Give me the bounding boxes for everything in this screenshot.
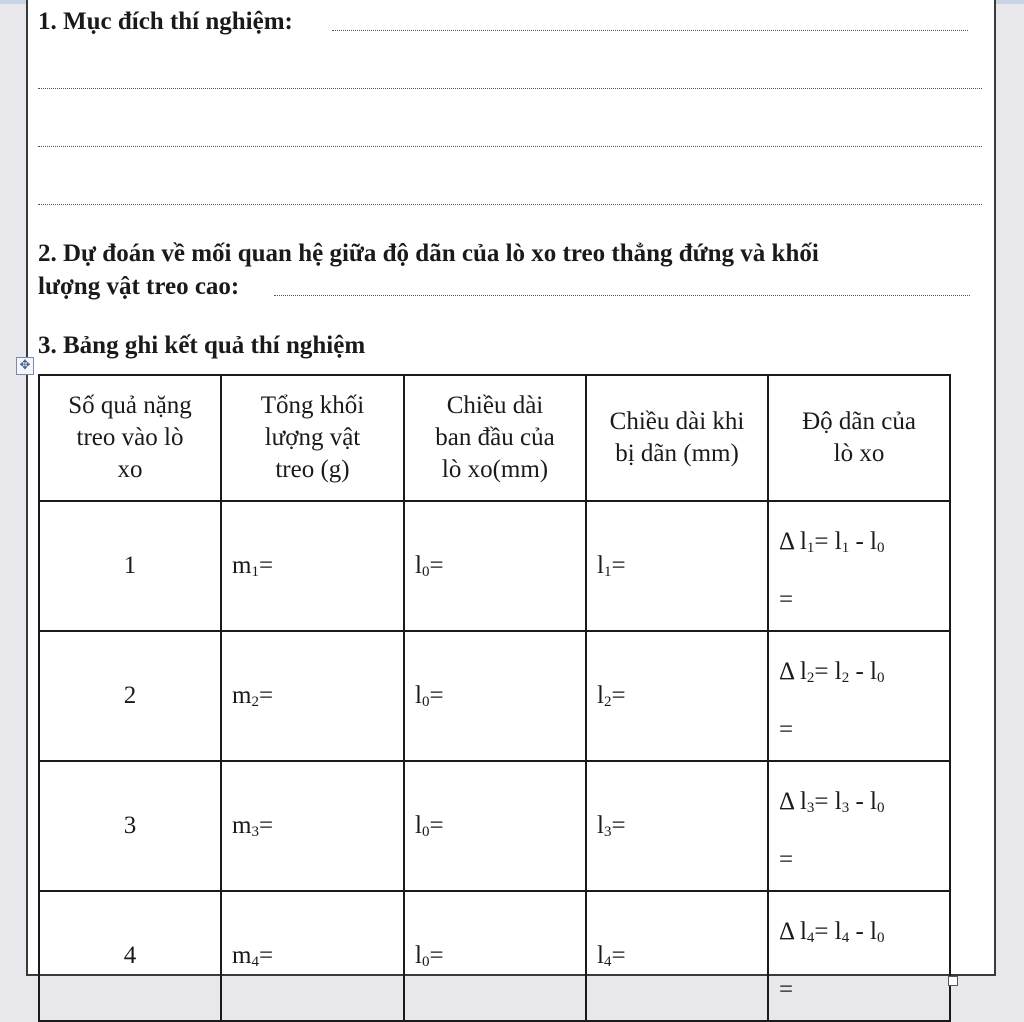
table-header-row: [39, 375, 950, 501]
section-3-title: 3. Bảng ghi kết quả thí nghiệm: [38, 332, 366, 359]
header-total-mass: Tổng khối lượng vật treo (g): [221, 375, 404, 501]
row-mass-cell[interactable]: $m_1=$: [221, 501, 404, 631]
header-extension: Độ dãn của lò xo: [768, 375, 950, 501]
row-stretched-length-cell[interactable]: $l_1=$: [586, 501, 768, 631]
row-mass-cell[interactable]: $m_2=$: [221, 631, 404, 761]
row-initial-length-cell[interactable]: $l_0=$: [404, 891, 586, 1021]
row-count: 2: [39, 631, 221, 761]
row-count: 1: [39, 501, 221, 631]
answer-line-4: [38, 204, 982, 205]
table-move-handle-icon[interactable]: ✥: [16, 357, 34, 375]
section-1-title: 1. Mục đích thí nghiệm:: [38, 8, 293, 35]
row-extension-cell[interactable]: Δ $l_4= l_4 - l_0$ =: [768, 891, 950, 1021]
row-mass-cell[interactable]: $m_3=$: [221, 761, 404, 891]
results-table: [38, 374, 951, 1022]
answer-line-2: [38, 88, 982, 89]
table-row: [39, 761, 950, 891]
header-count: Số quả nặng treo vào lò xo: [39, 375, 221, 501]
header-stretched-length: Chiều dài khi bị dãn (mm): [586, 375, 768, 501]
row-extension-cell[interactable]: Δ $l_2= l_2 - l_0$ =: [768, 631, 950, 761]
row-extension-cell[interactable]: Δ $l_1= l_1 - l_0$ =: [768, 501, 950, 631]
row-mass-cell[interactable]: $m_4=$: [221, 891, 404, 1021]
section-2-line-2: lượng vật treo cao:: [38, 273, 240, 300]
table-row: [39, 631, 950, 761]
table-row: [39, 501, 950, 631]
answer-line-5: [274, 295, 970, 296]
row-stretched-length-cell[interactable]: $l_4=$: [586, 891, 768, 1021]
row-initial-length-cell[interactable]: $l_0=$: [404, 631, 586, 761]
table-row: [39, 891, 950, 1021]
row-initial-length-cell[interactable]: $l_0=$: [404, 501, 586, 631]
row-stretched-length-cell[interactable]: $l_2=$: [586, 631, 768, 761]
row-stretched-length-cell[interactable]: $l_3=$: [586, 761, 768, 891]
table-resize-handle[interactable]: [948, 976, 958, 986]
section-2-line-1: 2. Dự đoán về mối quan hệ giữa độ dãn của lò xo treo thẳng đứng và khối: [38, 240, 819, 267]
row-extension-cell[interactable]: Δ $l_3= l_3 - l_0$ =: [768, 761, 950, 891]
answer-line-3: [38, 146, 982, 147]
row-count: 4: [39, 891, 221, 1021]
row-initial-length-cell[interactable]: $l_0=$: [404, 761, 586, 891]
row-count: 3: [39, 761, 221, 891]
answer-line-1: [332, 30, 968, 31]
header-initial-length: Chiều dài ban đầu của lò xo(mm): [404, 375, 586, 501]
